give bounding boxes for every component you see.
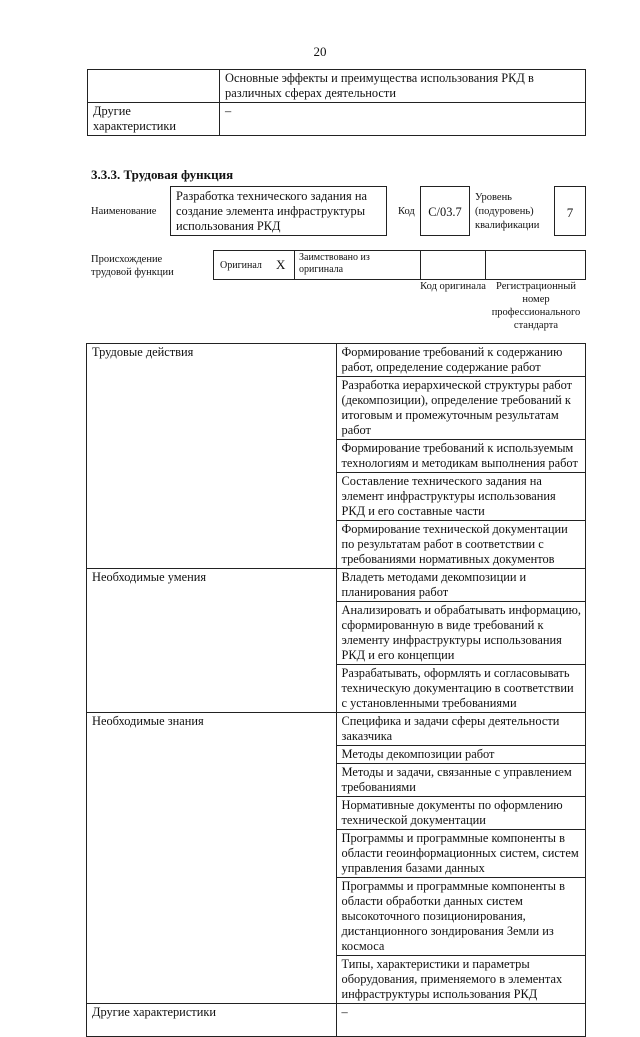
table-cell-text: –: [220, 103, 586, 136]
group-label-other: Другие характеристики: [87, 1004, 337, 1037]
reg-number-cell: [485, 250, 586, 280]
group-label-skills: Необходимые умения: [87, 569, 337, 713]
original-mark: X: [276, 257, 286, 272]
original-label: Оригинал: [220, 260, 262, 271]
code-original-cell: [420, 250, 486, 280]
list-item: –: [336, 1004, 586, 1037]
list-item: Формирование технической документации по результатам работ в соответствии с требованиями нормативных документов: [336, 521, 586, 569]
table-cell-text: Основные эффекты и преимущества использования РКД в различных сферах деятельности: [220, 70, 586, 103]
table-row: [88, 70, 586, 103]
list-item: Программы и программные компоненты в области геоинформационных систем, систем управления базами данных: [336, 830, 586, 878]
table-row: [88, 103, 586, 136]
section-title: 3.3.3. Трудовая функция: [91, 167, 234, 182]
code-box: С/03.7: [420, 186, 470, 236]
table-row: [87, 1004, 586, 1037]
table-cell-label: Другие характеристики: [88, 103, 220, 136]
original-cell: [213, 250, 295, 280]
list-item: Формирование требований к содержанию работ, определение содержание работ: [336, 344, 586, 377]
code-label: Код: [398, 206, 415, 217]
level-label: Уровень (подуровень) квалификации: [475, 192, 540, 231]
level-box: 7: [554, 186, 586, 236]
code-original-caption: Код оригинала: [420, 281, 486, 292]
list-item: Специфика и задачи сферы деятельности заказчика: [336, 713, 586, 746]
table-row: [87, 569, 586, 602]
list-item: Составление технического задания на элемент инфраструктуры использования РКД и его составные части: [336, 473, 586, 521]
list-item: Методы и задачи, связанные с управлением требованиями: [336, 764, 586, 797]
list-item: Нормативные документы по оформлению технической документации: [336, 797, 586, 830]
group-label-actions: Трудовые действия: [87, 344, 337, 569]
list-item: Методы декомпозиции работ: [336, 746, 586, 764]
labor-function-table: [86, 343, 586, 1037]
list-item: Владеть методами декомпозиции и планирования работ: [336, 569, 586, 602]
borrowed-cell: Заимствовано из оригинала: [294, 250, 421, 280]
page-number: 20: [313, 44, 327, 59]
list-item: Типы, характеристики и параметры оборудования, применяемого в элементах инфраструктуры использования РКД: [336, 956, 586, 1004]
list-item: Программы и программные компоненты в области обработки данных систем высокоточного позиционирования, дистанционного зондирования Земли из космоса: [336, 878, 586, 956]
list-item: Анализировать и обрабатывать информацию, сформированную в виде требований к элементу инфраструктуры использования РКД и его концепции: [336, 602, 586, 665]
table-cell-label: [88, 70, 220, 103]
reg-number-caption: Регистрационный номер профессионального стандарта: [491, 281, 581, 331]
origin-label: Происхождение трудовой функции: [91, 254, 174, 278]
group-label-knowledge: Необходимые знания: [87, 713, 337, 1004]
function-name-box: Разработка технического задания на создание элемента инфраструктуры использования РКД: [170, 186, 387, 236]
previous-function-table: [87, 69, 586, 136]
table-row: [87, 713, 586, 746]
table-row: [87, 344, 586, 377]
name-label: Наименование: [91, 206, 157, 217]
list-item: Разработка иерархической структуры работ (декомпозиции), определение требований к итоговым и промежуточным результатам работ: [336, 377, 586, 440]
list-item: Формирование требований к используемым технологиям и методикам выполнения работ: [336, 440, 586, 473]
list-item: Разрабатывать, оформлять и согласовывать техническую документацию в соответствии с установленными требованиями: [336, 665, 586, 713]
